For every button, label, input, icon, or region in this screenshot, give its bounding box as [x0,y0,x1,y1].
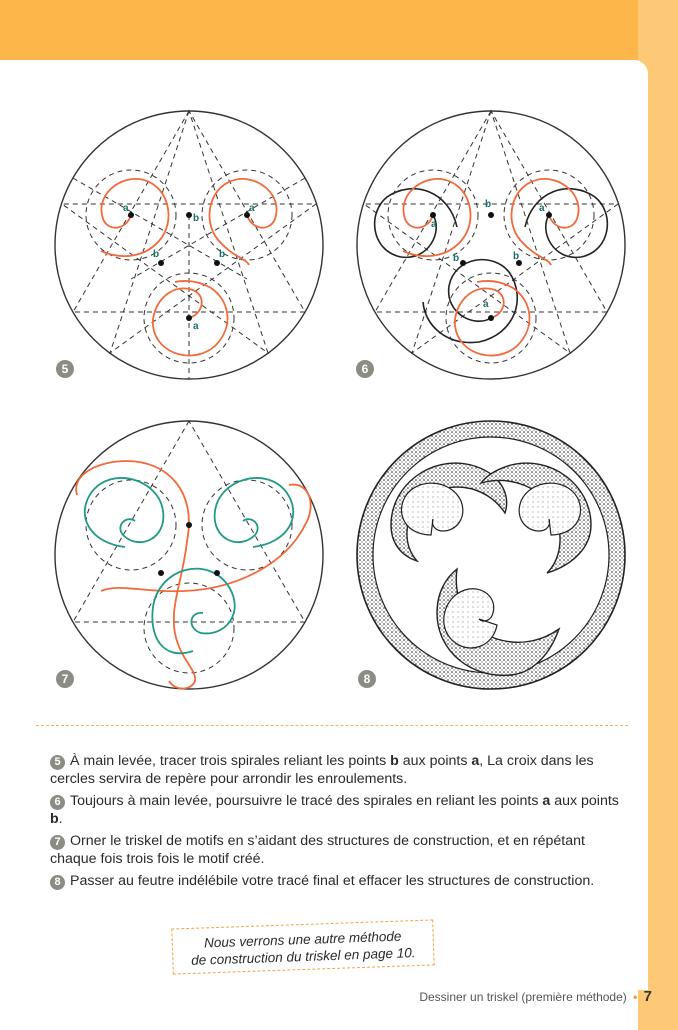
label-b: b [513,251,520,262]
construction-lines [55,111,323,379]
label-b: b [485,199,492,210]
badge-step-8: 8 [358,670,376,688]
label-a: a [193,321,199,332]
step-8-text: 8 Passer au feutre indélébile votre tracé final et effacer les structures de construction. [50,872,632,890]
step-6-text: 6 Toujours à main levée, poursuivre le tracé des spirales en reliant les points a aux points b. [50,793,619,827]
step-5-text: 5 À main levée, tracer trois spirales reliant les points b aux points a, La croix dans les cercles servira de repère pour arrondir les enroulements. [50,753,594,787]
label-b: b [193,213,200,224]
motif-orange [76,461,311,689]
footer-bullet: • [633,990,638,1004]
footer-title: Dessiner un triskel [419,990,519,1004]
figure-step-8 [354,418,628,692]
badge-step-6: 6 [356,360,374,378]
label-b: b [219,249,226,260]
note-line-2: de construction du triskel en page 10. [190,945,416,968]
figure-step-5 [52,108,326,382]
note-box [171,919,434,974]
motif-teal [85,478,293,653]
label-b: b [153,249,160,260]
step-number: 6 [50,795,65,810]
badge-step-7: 7 [56,670,74,688]
dashed-separator [36,725,628,726]
badge-step-5: 5 [56,360,74,378]
page-footer [419,988,652,1005]
step-number: 8 [50,875,65,890]
label-a: a [483,299,489,310]
step-number: 5 [50,755,65,770]
label-a: a [431,219,437,230]
instructions [50,752,632,894]
step-number: 7 [50,835,65,850]
figure-step-7 [52,418,326,692]
label-b: b [453,253,460,264]
figure-step-6 [354,108,628,382]
label-a: a [539,203,545,214]
label-a: a [249,203,255,214]
step-7-text: 7 Orner le triskel de motifs en s’aidant des structures de construction, et en répétant chaque fois trois fois le motif créé. [50,833,585,867]
label-a: a [123,203,129,214]
footer-subtitle: (première méthode) [521,990,627,1004]
note-line-1: Nous verrons une autre méthode [203,928,402,951]
page-number: 7 [643,988,652,1005]
